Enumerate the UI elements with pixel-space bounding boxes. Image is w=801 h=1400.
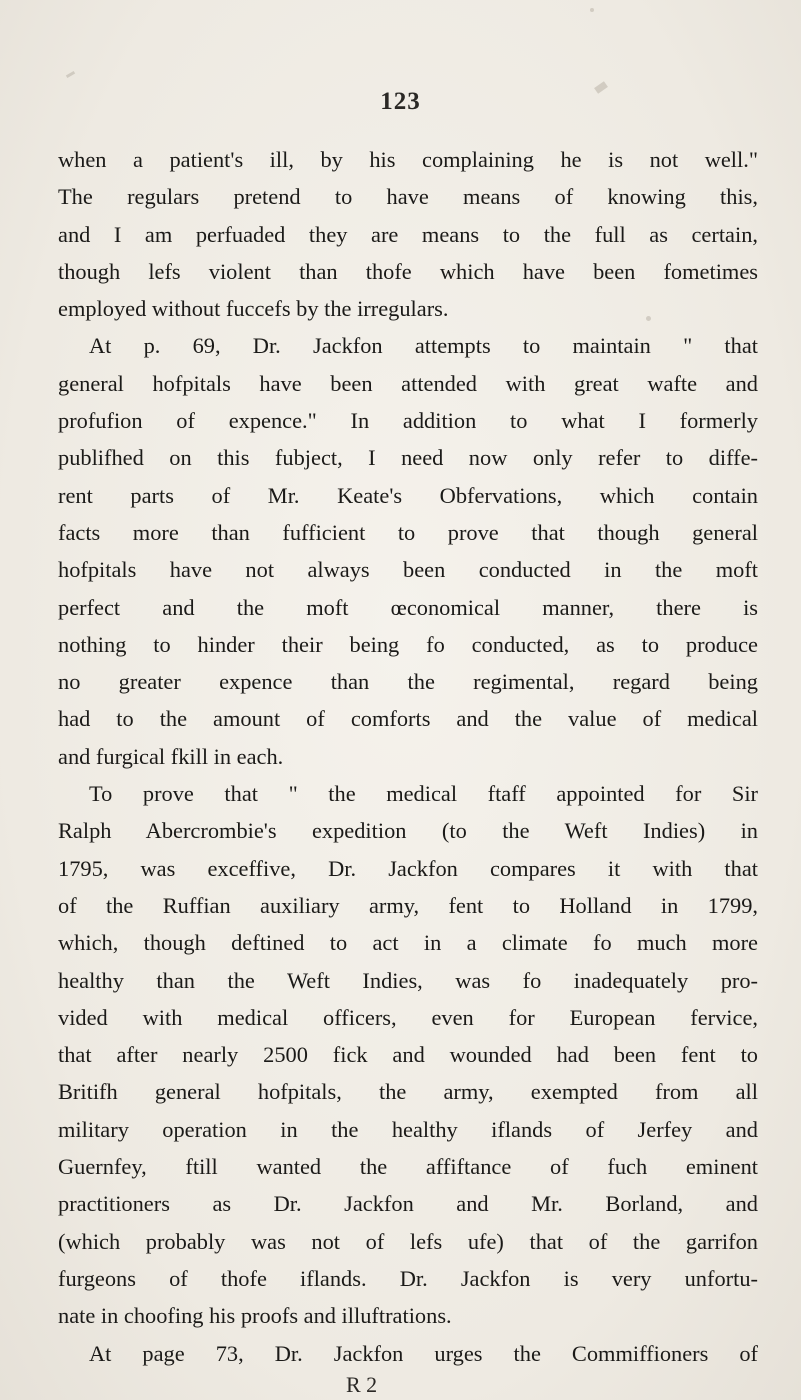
text-line: nate in choofing his proofs and illuftrations. — [58, 1303, 452, 1329]
paper-speck — [66, 71, 75, 78]
text-line: To prove that " the medical ftaff appointed for Sir — [89, 781, 758, 807]
text-line: Britifh general hofpitals, the army, exempted from all — [58, 1079, 758, 1105]
page-number: 123 — [380, 88, 421, 115]
text-line: and I am perfuaded they are means to the full as certain, — [58, 221, 758, 247]
text-line: The regulars pretend to have means of knowing this, — [58, 184, 758, 210]
text-line: though lefs violent than thofe which have been fometimes — [58, 258, 758, 284]
text-line: publifhed on this fubject, I need now only refer to diffe- — [58, 445, 758, 471]
text-line: rent parts of Mr. Keate's Obfervations, which contain — [58, 482, 758, 508]
text-line: (which probably was not of lefs ufe) that of the garrifon — [58, 1228, 758, 1254]
text-line: furgeons of thofe iflands. Dr. Jackfon is very unfortu- — [58, 1265, 758, 1291]
text-line: Ralph Abercrombie's expedition (to the Weft Indies) in — [58, 818, 758, 844]
text-line: 1795, was exceffive, Dr. Jackfon compares it with that — [58, 855, 758, 881]
text-line: general hofpitals have been attended with great wafte and — [58, 370, 758, 396]
text-line: healthy than the Weft Indies, was fo inadequately pro- — [58, 967, 758, 993]
text-line: had to the amount of comforts and the value of medical — [58, 706, 758, 732]
text-line: no greater expence than the regimental, regard being — [58, 669, 758, 695]
text-line: vided with medical officers, even for European fervice, — [58, 1004, 758, 1030]
text-line: At p. 69, Dr. Jackfon attempts to maintain " that — [89, 333, 758, 359]
paper-speck — [590, 8, 594, 12]
text-line: practitioners as Dr. Jackfon and Mr. Borland, and — [58, 1191, 758, 1217]
text-line: military operation in the healthy iflands of Jerfey and — [58, 1116, 758, 1142]
text-line: perfect and the moft œconomical manner, there is — [58, 594, 758, 620]
text-line: Guernfey, ftill wanted the affiftance of fuch eminent — [58, 1154, 758, 1180]
text-line: hofpitals have not always been conducted in the moft — [58, 557, 758, 583]
text-line: and furgical fkill in each. — [58, 743, 284, 769]
text-line: employed without fuccefs by the irregulars. — [58, 296, 449, 322]
text-line: which, though deftined to act in a climate fo much more — [58, 930, 758, 956]
body-text — [58, 141, 758, 1372]
text-line: profufion of expence." In addition to what I formerly — [58, 408, 758, 434]
text-line: of the Ruffian auxiliary army, fent to Holland in 1799, — [58, 892, 758, 918]
signature-mark: R 2 — [346, 1372, 378, 1397]
text-line: that after nearly 2500 fick and wounded had been fent to — [58, 1042, 758, 1068]
text-line: At page 73, Dr. Jackfon urges the Commiffioners of — [89, 1340, 758, 1366]
text-line: when a patient's ill, by his complaining he is not well." — [58, 147, 758, 172]
text-line: facts more than fufficient to prove that though general — [58, 519, 758, 545]
text-line: nothing to hinder their being fo conducted, as to produce — [58, 631, 758, 657]
